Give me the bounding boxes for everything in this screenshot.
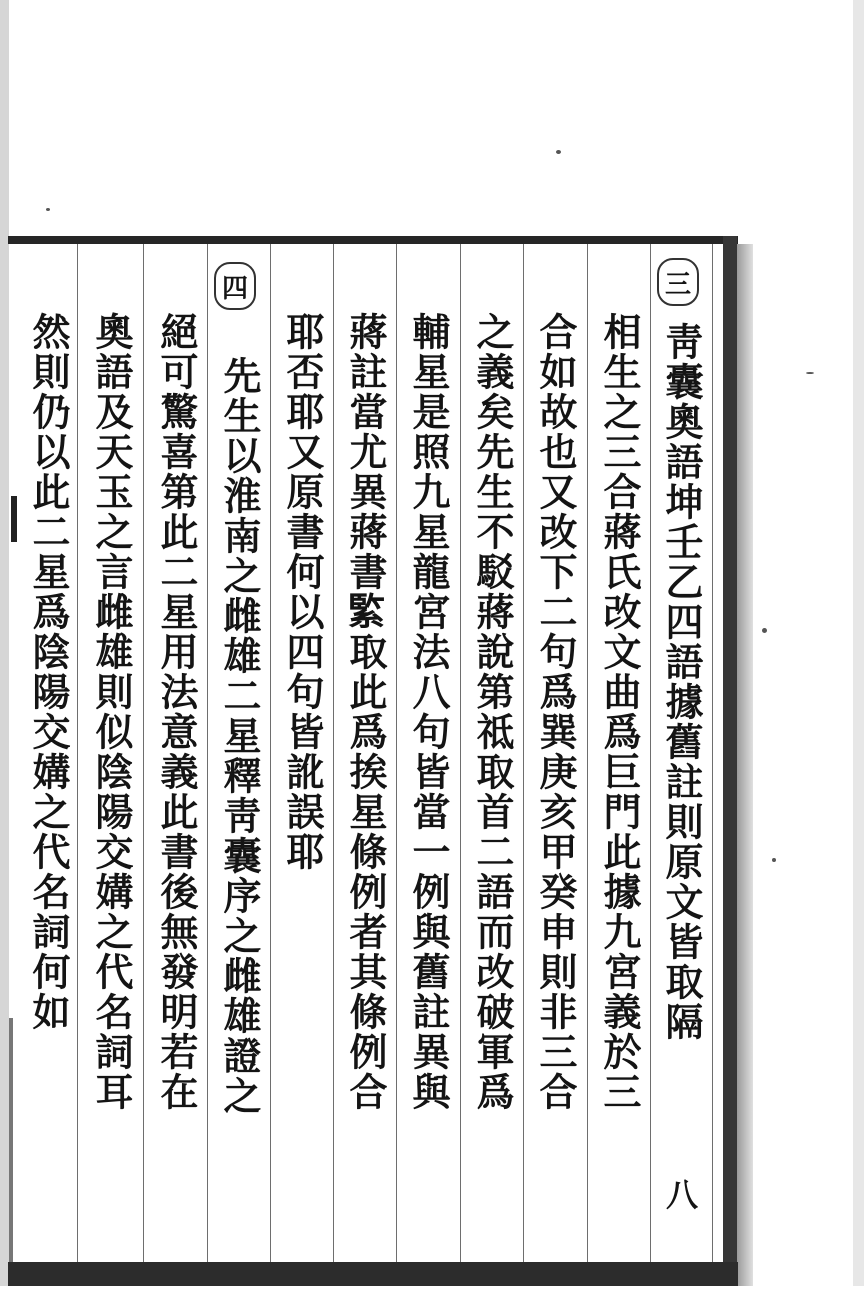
note-mark-four: 四 <box>214 262 256 310</box>
text-column-11: 然則仍以此二星爲陰陽交媾之代名詞何如 <box>26 312 71 1032</box>
text-column-8: 先生以淮南之雌雄二星釋靑囊序之雌雄證之 <box>217 356 262 1116</box>
text-column-1: 靑囊奧語坤壬乙四語據舊註則原文皆取隔 <box>659 322 704 1042</box>
text-column-2: 相生之三合蔣氏改文曲爲巨門此據九宮義於三 <box>597 312 642 1112</box>
column-rule <box>270 244 271 1262</box>
border-right-shadow <box>737 244 753 1286</box>
border-bottom <box>8 1262 738 1286</box>
column-rule <box>77 244 78 1262</box>
column-rule <box>333 244 334 1262</box>
scan-speck <box>556 150 561 154</box>
note-mark-three: 三 <box>657 258 699 306</box>
scan-speck <box>806 372 814 374</box>
text-column-5: 輔星是照九星龍宮法八句皆當一例與舊註異與 <box>406 312 451 1112</box>
text-column-4: 之義矣先生不駁蔣說第祗取首二語而改破軍爲 <box>470 312 515 1112</box>
column-rule <box>143 244 144 1262</box>
scan-speck <box>762 628 767 633</box>
scan-speck <box>46 208 50 211</box>
column-rule <box>587 244 588 1262</box>
scan-left-mark <box>9 1018 13 1268</box>
text-column-10: 奧語及天玉之言雌雄則似陰陽交媾之代名詞耳 <box>89 312 134 1112</box>
column-rule <box>523 244 524 1262</box>
column-rule <box>460 244 461 1262</box>
column-rule <box>396 244 397 1262</box>
border-top <box>8 236 738 244</box>
scan-left-mark <box>11 496 17 542</box>
text-column-3: 合如故也又改下二句爲巽庚亥甲癸申則非三合 <box>533 312 578 1112</box>
scan-left-edge <box>0 0 9 1286</box>
column-rule <box>650 244 651 1262</box>
scan-speck <box>772 858 776 862</box>
text-column-7: 耶否耶又原書何以四句皆訛誤耶 <box>280 312 325 872</box>
scan-right-edge <box>853 0 864 1286</box>
page-number: 八 <box>666 1176 699 1214</box>
text-column-6: 蔣註當尤異蔣書𦂳取此爲挨星條例者其條例合 <box>343 312 388 1112</box>
column-rule <box>207 244 208 1262</box>
text-column-9: 絕可驚喜第此二星用法意義此書後無發明若在 <box>154 312 199 1112</box>
border-right <box>723 236 737 1286</box>
column-rule <box>712 244 713 1262</box>
